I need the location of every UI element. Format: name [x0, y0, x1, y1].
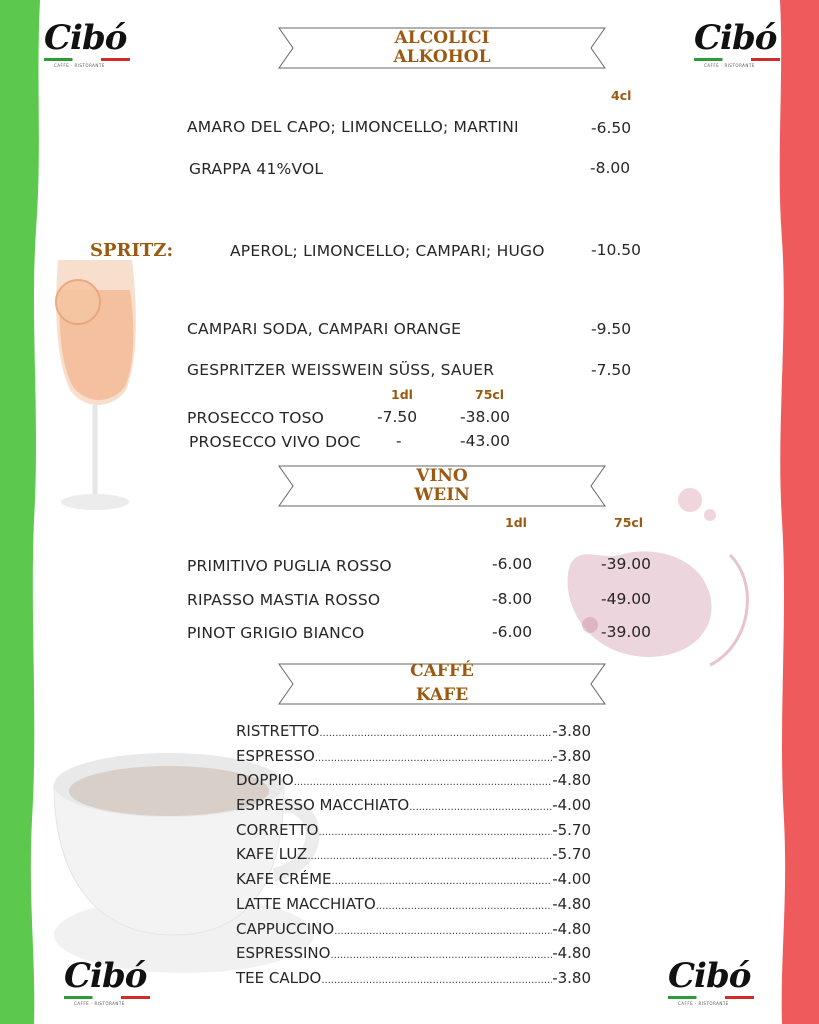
prosecco-col-1dl: 1dl — [391, 387, 413, 402]
menu-item-price: -7.50 — [591, 361, 632, 379]
logo-flag-stripe — [64, 996, 150, 999]
menu-item-name: PROSECCO VIVO DOC — [189, 433, 361, 451]
brand-name: Cibó — [64, 956, 147, 996]
list-item — [236, 895, 591, 920]
menu-item-price: -5.70 — [552, 820, 591, 839]
spritz-glass-illustration — [40, 230, 150, 530]
menu-item-name: ESPRESSO — [236, 746, 315, 765]
menu-item-name: CAMPARI SODA, CAMPARI ORANGE — [187, 320, 462, 338]
alcohol-size-label: 4cl — [611, 88, 632, 103]
menu-item-name: DOPPIO — [236, 771, 294, 790]
menu-item-name: RISTRETTO — [236, 722, 320, 740]
dot-leader — [330, 950, 552, 961]
brand-name: Cibó — [694, 18, 777, 58]
menu-item-price-1dl: -6.00 — [492, 555, 533, 573]
dot-leader — [321, 975, 552, 986]
logo-flag-stripe — [694, 58, 780, 61]
menu-item-name: PINOT GRIGIO BIANCO — [187, 624, 365, 642]
menu-item-name: APEROL; LIMONCELLO; CAMPARI; HUGO — [230, 242, 545, 260]
list-item — [236, 845, 591, 870]
section-banner-alcohol — [277, 26, 607, 70]
menu-item-price-75cl: -43.00 — [460, 432, 510, 450]
menu-item-name: ESPRESSINO — [236, 944, 331, 963]
list-item — [236, 944, 591, 969]
menu-item-price-1dl: -6.00 — [492, 623, 533, 641]
menu-item-price-75cl: -38.00 — [460, 408, 510, 426]
section-title-it: ALCOLICI — [394, 28, 490, 48]
menu-item-price-1dl: -8.00 — [492, 590, 533, 608]
dot-leader — [409, 802, 552, 813]
menu-item-price: -8.00 — [590, 159, 631, 177]
menu-item-price-75cl: -49.00 — [601, 590, 651, 608]
wine-col-75cl: 75cl — [614, 515, 644, 530]
menu-item-name: CAPPUCCINO — [236, 919, 335, 938]
list-item — [236, 821, 591, 846]
menu-item-name: KAFE LUZ — [236, 845, 308, 864]
list-item — [236, 969, 591, 994]
menu-item-price: -10.50 — [591, 241, 641, 259]
menu-item-name: LATTE MACCHIATO — [236, 894, 376, 913]
menu-item-name: GRAPPA 41%VOL — [189, 160, 324, 178]
logo-flag-stripe — [44, 58, 130, 61]
list-item — [236, 722, 591, 747]
dot-leader — [376, 901, 552, 912]
menu-item-name: AMARO DEL CAPO; LIMONCELLO; MARTINI — [187, 118, 519, 136]
brand-logo-top-left — [40, 8, 136, 68]
dot-leader — [294, 777, 553, 788]
dot-leader — [332, 876, 553, 887]
menu-item-name: GESPRITZER WEISSWEIN SÜSS, SAUER — [187, 361, 495, 379]
logo-flag-stripe — [668, 996, 754, 999]
menu-item-price: -4.00 — [552, 796, 591, 815]
list-item — [236, 796, 591, 821]
dot-leader — [315, 753, 552, 764]
brand-tagline: CAFFE · RISTORANTE — [704, 63, 755, 68]
section-title-it: VINO — [416, 466, 468, 486]
list-item — [236, 747, 591, 772]
dot-leader — [318, 827, 552, 838]
spritz-label: SPRITZ: — [90, 240, 174, 261]
menu-item-name: PRIMITIVO PUGLIA ROSSO — [187, 557, 392, 575]
menu-item-price: -3.80 — [552, 746, 591, 765]
section-title-de: WEIN — [414, 485, 470, 505]
menu-item-price-75cl: -39.00 — [601, 623, 651, 641]
brand-name: Cibó — [44, 18, 127, 58]
menu-item-price: -4.80 — [552, 919, 591, 938]
menu-item-price: -3.80 — [552, 722, 591, 740]
menu-item-name: CORRETTO — [236, 820, 319, 839]
dot-leader — [307, 851, 552, 862]
brand-logo-bottom-left — [60, 946, 156, 1006]
menu-item-price: -4.80 — [552, 894, 591, 913]
menu-item-price: -3.80 — [552, 968, 591, 987]
section-title-it: CAFFÉ — [410, 661, 474, 681]
menu-item-price: -4.00 — [552, 870, 591, 889]
section-title-de: ALKOHOL — [393, 47, 491, 67]
brand-tagline: CAFFE · RISTORANTE — [54, 63, 105, 68]
coffee-menu-list — [236, 722, 591, 994]
menu-item-price: -5.70 — [552, 845, 591, 864]
brand-logo-top-right — [690, 8, 786, 68]
brand-tagline: CAFFE · RISTORANTE — [74, 1001, 125, 1006]
wine-stain-decoration — [540, 485, 780, 685]
menu-item-name: PROSECCO TOSO — [187, 409, 325, 427]
dot-leader — [334, 926, 552, 937]
list-item — [236, 920, 591, 945]
menu-item-name: ESPRESSO MACCHIATO — [236, 796, 410, 815]
menu-item-price-1dl: - — [396, 432, 402, 450]
menu-item-price: -4.80 — [552, 771, 591, 790]
section-title-de: KAFE — [415, 685, 469, 705]
menu-item-price-1dl: -7.50 — [377, 408, 418, 426]
dot-leader — [319, 728, 552, 739]
menu-item-name: KAFE CRÉME — [236, 870, 332, 889]
brand-tagline: CAFFE · RISTORANTE — [678, 1001, 729, 1006]
menu-item-price: -9.50 — [591, 320, 632, 338]
brand-name: Cibó — [668, 956, 751, 996]
list-item — [236, 771, 591, 796]
menu-item-price-75cl: -39.00 — [601, 555, 651, 573]
menu-item-price: -4.80 — [552, 944, 591, 963]
menu-item-name: TEE CALDO — [236, 968, 322, 987]
menu-item-price: -6.50 — [591, 119, 632, 137]
section-banner-coffee — [277, 662, 607, 706]
list-item — [236, 870, 591, 895]
section-banner-wine — [277, 464, 607, 508]
wine-col-1dl: 1dl — [505, 515, 527, 530]
menu-item-name: RIPASSO MASTIA ROSSO — [187, 591, 381, 609]
brand-logo-bottom-right — [664, 946, 760, 1006]
prosecco-col-75cl: 75cl — [475, 387, 505, 402]
